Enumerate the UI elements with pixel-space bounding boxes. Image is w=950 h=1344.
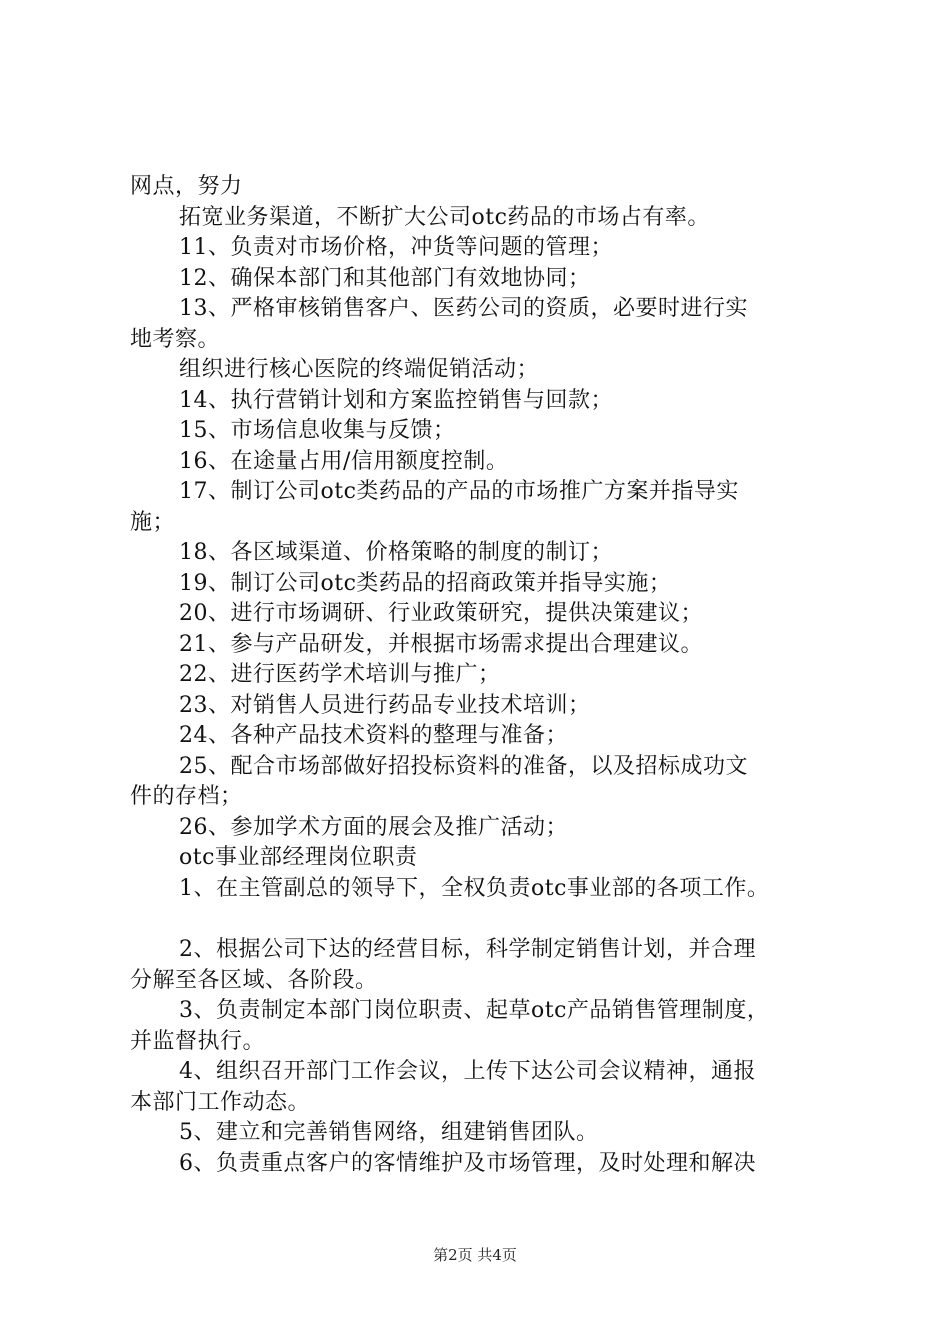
text-line: 6、负责重点客户的客情维护及市场管理，及时处理和解决	[179, 1150, 756, 1176]
text-line: 18、各区域渠道、价格策略的制度的制订；	[179, 540, 613, 565]
text-line: 网点，努力	[130, 174, 243, 199]
text-line: 4、组织召开部门工作会议，上传下达公司会议精神，通报	[179, 1059, 756, 1084]
text-line: 14、执行营销计划和方案监控销售与回款；	[179, 387, 613, 413]
text-line: 地考察。	[130, 326, 221, 352]
text-line: 16、在途量占用/信用额度控制。	[179, 448, 509, 474]
text-line: 3、负责制定本部门岗位职责、起草otc产品销售管理制度，	[179, 998, 770, 1023]
text-line: 1、在主管副总的领导下，全权负责otc事业部的各项工作。	[179, 875, 770, 901]
text-line: 拓宽业务渠道，不断扩大公司otc药品的市场占有率。	[179, 204, 710, 230]
text-line: 22、进行医药学术培训与推广；	[179, 662, 501, 687]
text-line: 13、严格审核销售客户、医药公司的资质，必要时进行实	[179, 296, 748, 321]
text-line: 19、制订公司otc类药品的招商政策并指导实施；	[179, 570, 672, 596]
text-line: 25、配合市场部做好招投标资料的准备，以及招标成功文	[179, 753, 748, 779]
text-line: 17、制订公司otc类药品的产品的市场推广方案并指导实	[179, 479, 739, 504]
text-line: 20、进行市场调研、行业政策研究，提供决策建议；	[179, 601, 703, 626]
text-line: 24、各种产品技术资料的整理与准备；	[179, 723, 568, 748]
text-line: 分解至各区域、各阶段。	[130, 967, 378, 993]
text-line: 15、市场信息收集与反馈；	[179, 418, 456, 443]
text-line: 12、确保本部门和其他部门有效地协同；	[179, 265, 591, 291]
text-line: 施；	[130, 509, 176, 535]
text-line: 26、参加学术方面的展会及推广活动；	[179, 814, 568, 840]
text-line: 组织进行核心医院的终端促销活动；	[179, 357, 540, 382]
text-line: 件的存档；	[130, 784, 243, 809]
text-line: 5、建立和完善销售网络，组建销售团队。	[179, 1120, 599, 1145]
text-line: 11、负责对市场价格，冲货等问题的管理；	[179, 235, 613, 260]
text-line: 21、参与产品研发，并根据市场需求提出合理建议。	[179, 631, 703, 657]
section-heading: otc事业部经理岗位职责	[179, 845, 418, 870]
text-line: 并监督执行。	[130, 1028, 266, 1054]
text-line: 本部门工作动态。	[130, 1089, 311, 1115]
text-line: 2、根据公司下达的经营目标，科学制定销售计划，并合理	[179, 937, 756, 962]
text-line: 23、对销售人员进行药品专业技术培训；	[179, 692, 591, 718]
page-footer: 第2页 共4页	[433, 1246, 517, 1264]
document-body	[130, 172, 850, 1179]
paragraph-gap	[130, 904, 850, 935]
